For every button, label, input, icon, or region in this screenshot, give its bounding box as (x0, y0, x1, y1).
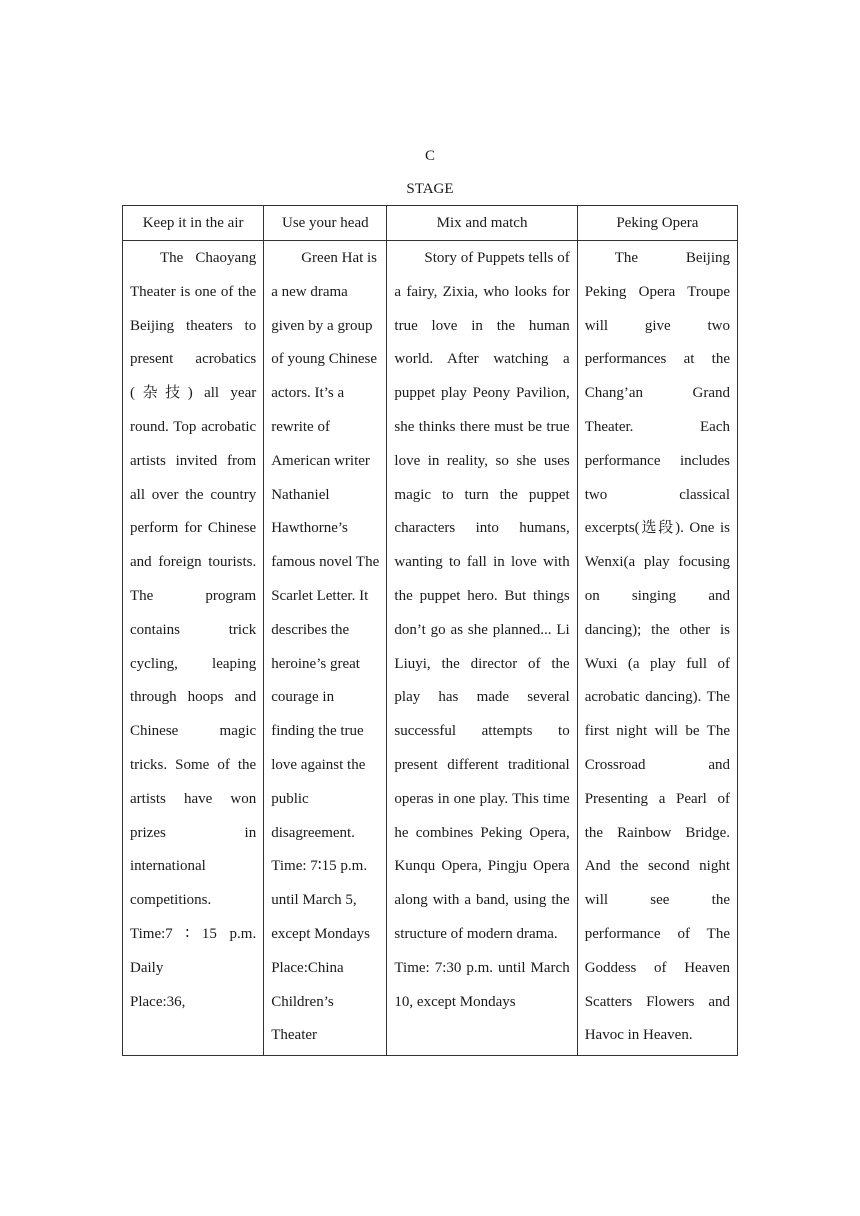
cell-peking-opera (577, 241, 737, 1056)
green-hat-time: Time: 7∶15 p.m. until March 5, except Mondays (271, 858, 370, 942)
cell-use-your-head (264, 241, 387, 1056)
acrobatics-place: Place:36, (130, 993, 186, 1010)
cell-keep-it-in-the-air (123, 241, 264, 1056)
header-peking-opera: Peking Opera (577, 206, 737, 241)
stage-table (122, 205, 738, 1056)
acrobatics-description: The Chaoyang Theater is one of the Beijing theaters to present acrobatics (杂技) all year round. Top acrobatic artists invited from all over the country perform for Chinese and foreign tourists. The program contains trick cycling, leaping through hoops and Chinese magic tricks. Some of the artists have won prizes in international competitions. (130, 250, 257, 909)
table-row (123, 241, 738, 1056)
section-title: STAGE (406, 181, 454, 197)
acrobatics-time: Time:7 ∶ 15 p.m. Daily (130, 925, 257, 976)
green-hat-description: Green Hat is a new drama given by a group of young Chinese actors. It’s a rewrite of American writer Nathaniel Hawthorne’s famous novel The Scarlet Letter. It describes the heroine’s great courage in finding the true love against the public disagreement. (271, 250, 380, 841)
header-mix-and-match: Mix and match (387, 206, 577, 241)
puppets-description: Story of Puppets tells of a fairy, Zixia, who looks for true love in the human world. After watching a puppet play Peony Pavilion, she thinks there must be true love in reality, so she uses magic to turn the puppet characters into humans, wanting to fall in love with the puppet hero. But things don’t go as she planned... Li Liuyi, the director of the play has made several successful attempts to present different traditional operas in one play. This time he combines Peking Opera, Kunqu Opera, Pingju Opera along with a band, using the structure of modern drama. (394, 250, 570, 942)
peking-opera-description: The Beijing Peking Opera Troupe will give two performances at the Chang’an Grand Theater. Each performance includes two classical excerpts(选段). One is Wenxi(a play focusing on singing and dancing); the other is Wuxi (a play full of acrobatic dancing). The first night will be The Crossroad and Presenting a Pearl of the Rainbow Bridge. And the second night will see the performance of The Goddess of Heaven Scatters Flowers and Havoc in Heaven. (584, 250, 730, 1044)
header-use-your-head: Use your head (264, 206, 387, 241)
cell-mix-and-match (387, 241, 577, 1056)
puppets-time: Time: 7:30 p.m. until March 10, except Mondays (394, 959, 570, 1010)
table-header-row (123, 206, 738, 241)
header-keep-it-in-the-air: Keep it in the air (123, 206, 264, 241)
green-hat-place: Place:China Children’s Theater (271, 959, 344, 1044)
section-letter: C (424, 148, 435, 164)
